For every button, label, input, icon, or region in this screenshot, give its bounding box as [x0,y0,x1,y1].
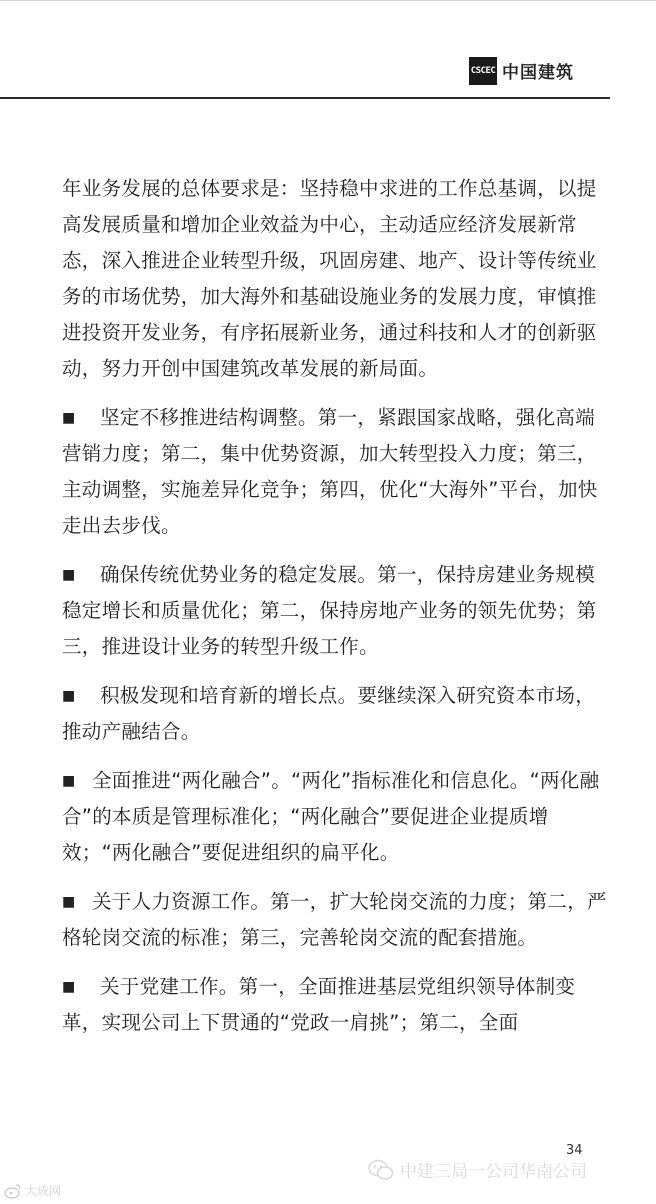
bullet-paragraph [62,763,610,871]
company-logo-text: 中国建筑 [502,63,574,83]
bullet-paragraph [62,678,610,750]
bullet-square-icon: ■ [62,773,76,789]
paragraph-text: 积极发现和培育新的增长点。要继续深入研究资本市场，推动产融结合。 [62,684,596,743]
bullet-square-icon: ■ [62,410,76,426]
paragraph-text: 坚定不移推进结构调整。第一，紧跟国家战略，强化高端营销力度；第二，集中优势资源，加大转型投入力度；第三，主动调整，实施差异化竞争；第四，优化“大海外”平台，加快走出去步伐。 [62,406,598,537]
page-number: 34 [566,1143,583,1158]
header-rule [0,97,610,99]
weibo-watermark [4,1182,61,1199]
wechat-icon [368,1159,394,1181]
weibo-name: 大成网 [25,1184,62,1198]
bullet-square-icon: ■ [62,567,76,583]
paragraph-text: 全面推进“两化融合”。“两化”指标准化和信息化。“两化融合”的本质是管理标准化；“两化融合”要促进企业提质增效；“两化融合”要促进组织的扁平化。 [62,769,600,864]
wechat-account-name: 中建三局一公司华南公司 [400,1162,587,1182]
paragraph-text: 关于党建工作。第一，全面推进基层党组织领导体制变革，实现公司上下贯通的“党政一肩挑”；第二，全面 [62,975,576,1034]
paragraph-text: 确保传统优势业务的稳定发展。第一，保持房建业务规模稳定增长和质量优化；第二，保持房地产业务的领先优势；第三，推进设计业务的转型升级工作。 [62,563,597,658]
document-body [62,171,610,1054]
wechat-watermark [368,1157,587,1182]
page-header [0,0,656,100]
weibo-icon [4,1183,22,1199]
paragraph-text: 关于人力资源工作。第一，扩大轮岗交流的力度；第二，严格轮岗交流的标准；第三，完善轮岗交流的配套措施。 [62,890,607,949]
bullet-paragraph [62,557,610,665]
bullet-paragraph [62,400,610,544]
bullet-paragraph [62,884,610,956]
bullet-square-icon: ■ [62,894,76,910]
paragraph-text: 年业务发展的总体要求是：坚持稳中求进的工作总基调，以提高发展质量和增加企业效益为中心，主动适应经济发展新常态，深入推进企业转型升级，巩固房建、地产、设计等传统业务的市场优势，加大海外和基础设施业务的发展力度，审慎推进投资开发业务，有序拓展新业务，通过科技和人才的创新驱动，努力开创中国建筑改革发展的新局面。 [62,177,597,380]
paragraph [62,171,610,387]
bullet-square-icon: ■ [62,688,76,704]
bullet-square-icon: ■ [62,979,76,995]
company-logo-icon: CSCEC [469,57,497,85]
bullet-paragraph [62,969,610,1041]
